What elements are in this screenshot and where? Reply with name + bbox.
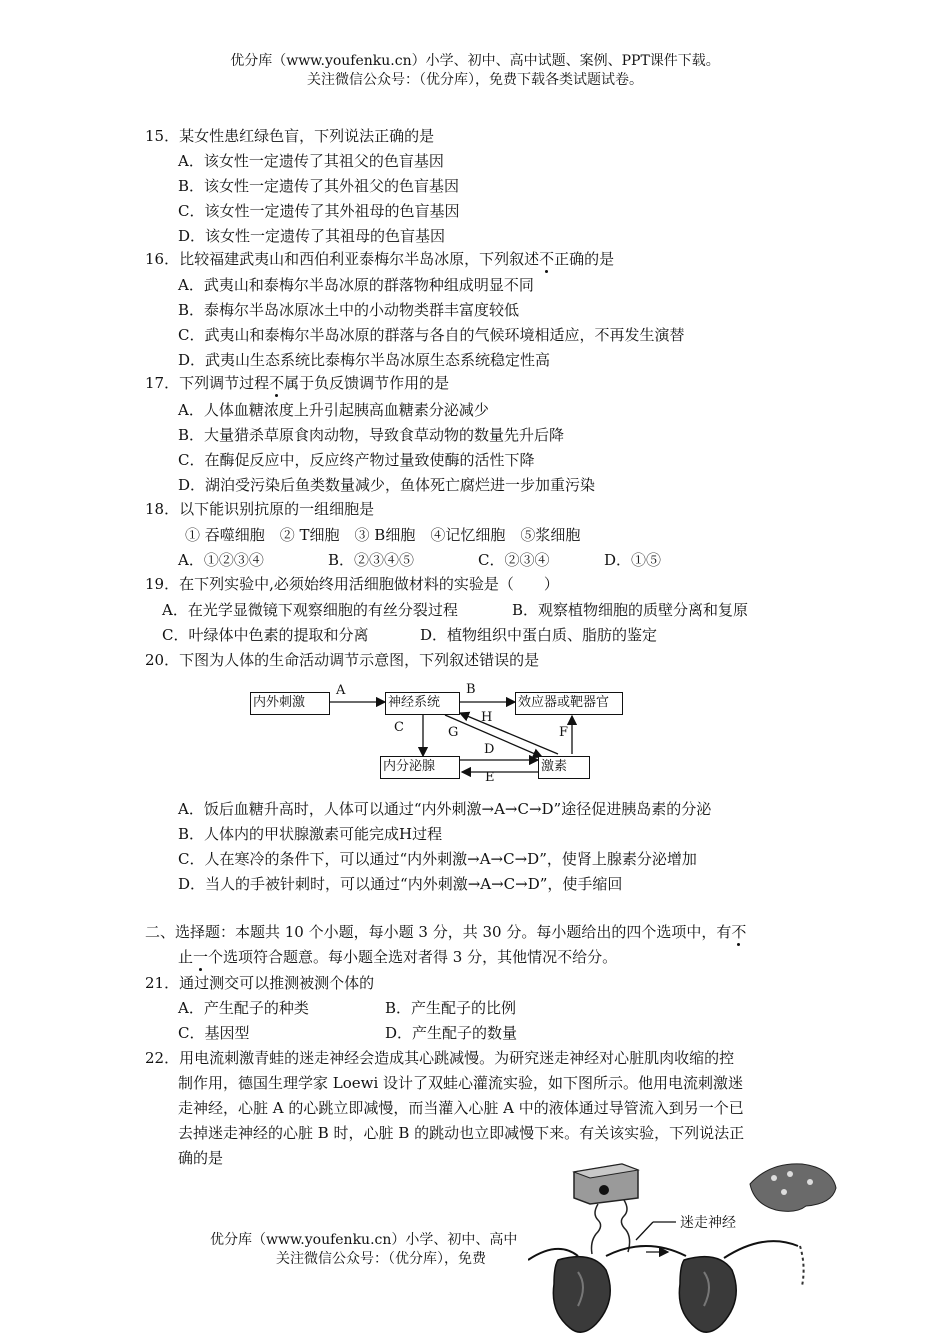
section2-line-2: 止一个选项符合题意。每小题全选对者得 3 分，其他情况不给分。 <box>178 948 618 966</box>
q18-option-d: D．①⑤ <box>604 551 662 569</box>
q21-option-b: B．产生配子的比例 <box>385 999 517 1017</box>
q17-option-d: D．湖泊受污染后鱼类数量减少，鱼体死亡腐烂进一步加重污染 <box>178 476 596 494</box>
label-e: E <box>485 770 495 785</box>
q21-option-d: D．产生配子的数量 <box>385 1024 518 1042</box>
q20-option-b: B．人体内的甲状腺激素可能完成H过程 <box>178 825 443 843</box>
frog-heart-drawing <box>528 1160 840 1344</box>
frog-icon <box>750 1164 836 1212</box>
q17-option-c: C．在酶促反应中，反应终产物过量致使酶的活性下降 <box>178 451 535 469</box>
label-b: B <box>466 682 476 697</box>
box-endocrine-gland: 内分泌腺 <box>380 756 460 779</box>
q22-line-3: 走神经，心脏 A 的心跳立即减慢，而当灌入心脏 A 中的液体通过导管流入到另一个已 <box>178 1099 744 1117</box>
box-effector: 效应器或靶器官 <box>515 692 623 715</box>
q16-option-c: C．武夷山和泰梅尔半岛冰原的群落与各自的气候环境相适应，不再发生演替 <box>178 326 685 344</box>
q16-stem: 16．比较福建武夷山和西伯利亚泰梅尔半岛冰原，下列叙述不正确的是 <box>145 250 615 268</box>
q16-option-a: A．武夷山和泰梅尔半岛冰原的群落物种组成明显不同 <box>178 276 534 294</box>
q21-option-a: A．产生配子的种类 <box>178 999 309 1017</box>
q18-option-b: B．②③④⑤ <box>328 551 415 569</box>
q19-option-d: D．植物组织中蛋白质、脂肪的鉴定 <box>420 626 658 644</box>
footer-line-2: 关注微信公众号：（优分库），免费 <box>276 1251 486 1267</box>
q15-option-b: B．该女性一定遗传了其外祖父的色盲基因 <box>178 177 460 195</box>
q18-items: ① 吞噬细胞 ② T细胞 ③ B细胞 ④记忆细胞 ⑤浆细胞 <box>185 526 581 544</box>
label-a: A <box>336 683 346 698</box>
label-f: F <box>559 725 569 740</box>
box-stimulus: 内外刺激 <box>250 692 330 715</box>
q15-option-a: A．该女性一定遗传了其祖父的色盲基因 <box>178 152 444 170</box>
q15-option-d: D．该女性一定遗传了其祖母的色盲基因 <box>178 227 446 245</box>
label-d: D <box>484 742 495 757</box>
q20-stem: 20．下图为人体的生命活动调节示意图，下列叙述错误的是 <box>145 651 540 669</box>
q22-line-5: 确的是 <box>178 1149 224 1167</box>
q20-option-c: C．人在寒冷的条件下，可以通过“内外刺激→A→C→D”，使肾上腺素分泌增加 <box>178 850 697 868</box>
q17-emphasis-mark: 不 <box>269 374 285 392</box>
q19-option-a: A．在光学显微镜下观察细胞的有丝分裂过程 <box>162 601 458 619</box>
arrow-h <box>460 713 558 754</box>
q22-line-4: 去掉迷走神经的心脏 B 时，心脏 B 的跳动也立即减慢下来。有关该实验，下列说法正 <box>178 1124 745 1142</box>
label-h: H <box>481 710 493 725</box>
q22-line-1: 22．用电流刺激青蛙的迷走神经会造成其心跳减慢。为研究迷走神经对心脏肌肉收缩的控 <box>145 1049 735 1067</box>
q19-option-b: B．观察植物细胞的质壁分离和复原 <box>512 601 749 619</box>
q19-stem: 19．在下列实验中,必须始终用活细胞做材料的实验是（ ） <box>145 575 559 593</box>
label-c: C <box>394 720 404 735</box>
q17-stem: 17．下列调节过程不属于负反馈调节作用的是 <box>145 374 450 392</box>
footer-line-1: 优分库（www.youfenku.cn）小学、初中、高中 <box>210 1232 518 1248</box>
q17-option-a: A．人体血糖浓度上升引起胰高血糖素分泌减少 <box>178 401 489 419</box>
q21-stem: 21．通过测交可以推测被测个体的 <box>145 974 375 992</box>
regulation-diagram <box>240 680 640 790</box>
q21-option-c: C．基因型 <box>178 1024 250 1042</box>
q15-stem: 15．某女性患红绿色盲，下列说法正确的是 <box>145 127 435 145</box>
q16-option-b: B．泰梅尔半岛冰原冰土中的小动物类群丰富度较低 <box>178 301 520 319</box>
frog-heart-figure <box>528 1160 840 1344</box>
section2-line-1: 二、选择题：本题共 10 个小题，每小题 3 分，共 30 分。每小题给出的四个选项中，有不 <box>145 923 747 941</box>
box-nervous-system: 神经系统 <box>385 692 460 715</box>
q16-emphasis-mark: 不 <box>539 250 555 268</box>
section2-emphasis-mark-2: 止一个 <box>178 948 224 966</box>
q15-option-c: C．该女性一定遗传了其外祖母的色盲基因 <box>178 202 460 220</box>
vagus-nerve-label: 迷走神经 <box>680 1215 736 1231</box>
q16-option-d: D．武夷山生态系统比泰梅尔半岛冰原生态系统稳定性高 <box>178 351 551 369</box>
q20-option-d: D．当人的手被针刺时，可以通过“内外刺激→A→C→D”，使手缩回 <box>178 875 623 893</box>
q20-option-a: A．饭后血糖升高时，人体可以通过“内外刺激→A→C→D”途径促进胰岛素的分泌 <box>178 800 712 818</box>
q22-line-2: 制作用，德国生理学家 Loewi 设计了双蛙心灌流实验，如下图所示。他用电流刺激迷 <box>178 1074 744 1092</box>
section2-emphasis-mark: 不 <box>731 923 747 941</box>
header-line-1: 优分库（www.youfenku.cn）小学、初中、高中试题、案例、PPT课件下载。 <box>230 53 720 69</box>
q18-option-a: A．①②③④ <box>178 551 264 569</box>
label-g: G <box>448 725 459 740</box>
q18-stem: 18．以下能识别抗原的一组细胞是 <box>145 500 375 518</box>
q18-option-c: C．②③④ <box>478 551 550 569</box>
q17-option-b: B．大量猎杀草原食肉动物，导致食草动物的数量先升后降 <box>178 426 565 444</box>
header-line-2: 关注微信公众号：（优分库），免费下载各类试题试卷。 <box>307 72 643 88</box>
box-hormone: 激素 <box>538 756 590 779</box>
q19-option-c: C．叶绿体中色素的提取和分离 <box>162 626 369 644</box>
